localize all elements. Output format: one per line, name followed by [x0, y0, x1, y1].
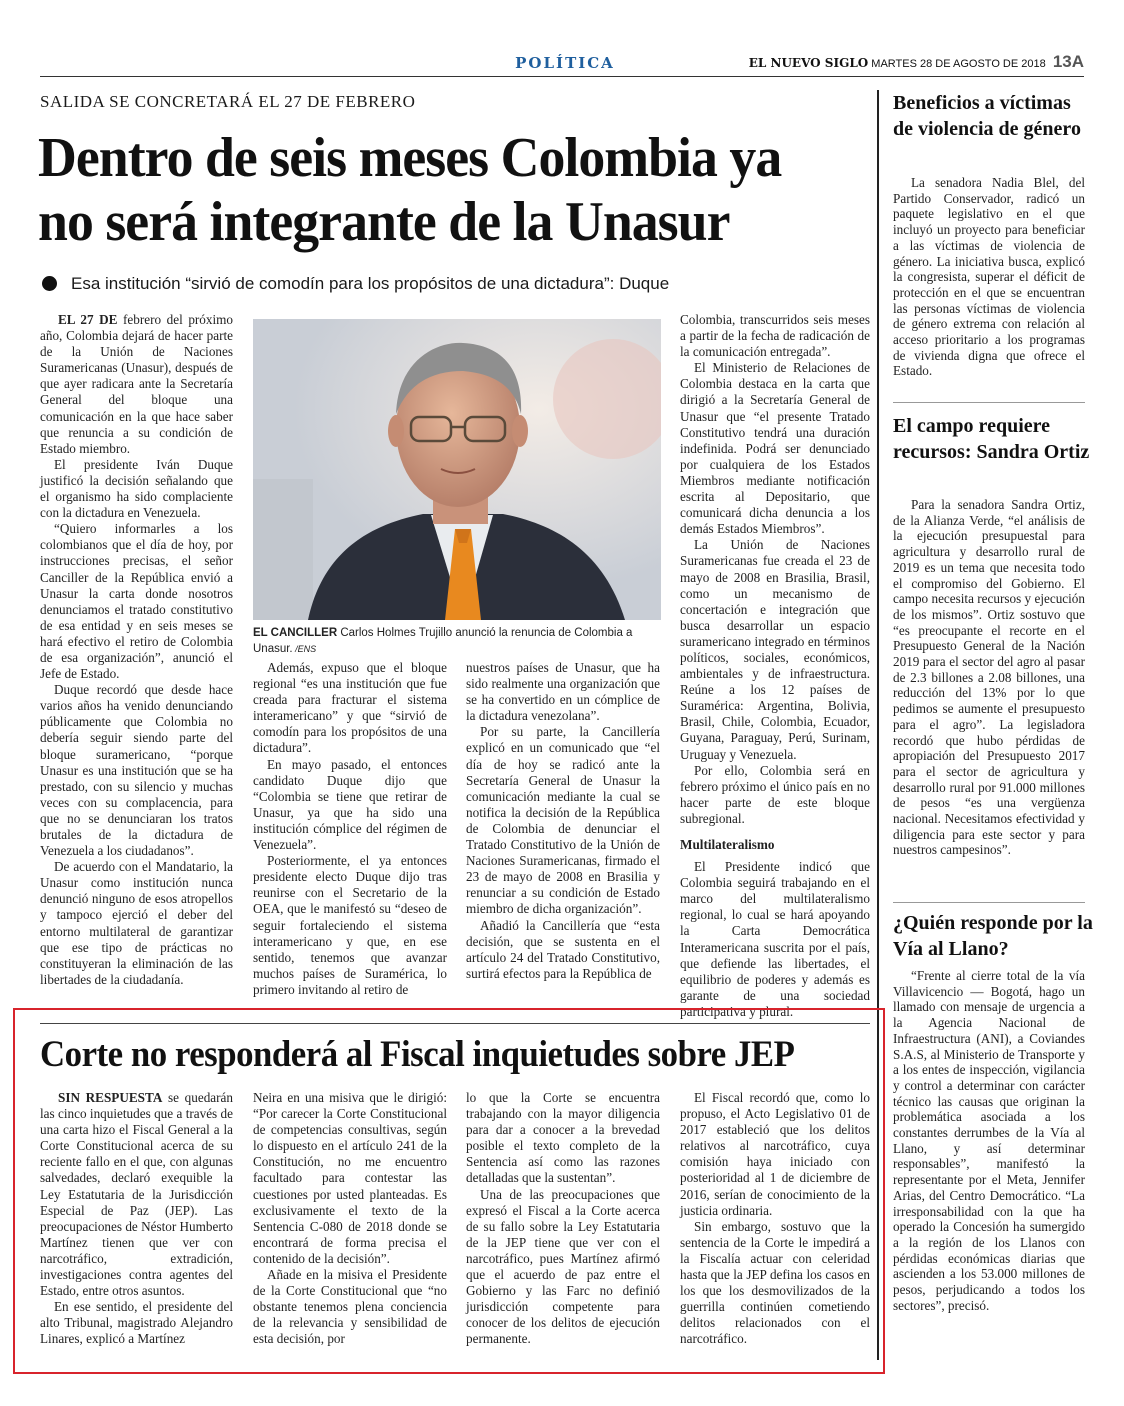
photo-credit: /ENS: [292, 644, 317, 654]
header-rule: [40, 76, 1084, 77]
article-column-3: [466, 660, 660, 982]
article-headline: Dentro de seis meses Colombia ya no será integrante de la Unasur: [38, 127, 782, 253]
article-photo: [253, 319, 661, 620]
paragraph: Además, expuso que el bloque regional “es una institución que fue creada para fracturar el sistema interamericano” y que “sirvió de comodín para los propósitos de una dictadura”.: [253, 660, 447, 756]
paragraph: lo que la Corte se encuentra trabajando con la mayor diligencia para dar a conocer a la brevedad posible el texto completo de la Sentencia así como las razones detalladas que la sustentan”.: [466, 1090, 660, 1186]
section-label: POLÍTICA: [515, 54, 615, 72]
paragraph: El Presidente indicó que Colombia seguirá trabajando en el marco del multilateralismo regional, lo cual se hará apoyando la Carta Democrática Interamericana suscrita por el país, que defiende las libertades, el equilibrio de poderes y además es garante de una sociedad participativa y plural.: [680, 859, 870, 1019]
article-subhead: [42, 274, 862, 294]
paragraph: El presidente Iván Duque justificó la decisión señalando que el organismo ha sido complaciente con la dictadura en Venezuela.: [40, 456, 233, 521]
lead-in: EL 27 DE: [58, 312, 118, 327]
page-number: 13A: [1052, 52, 1084, 71]
paragraph: De acuerdo con el Mandatario, la Unasur como institución nunca denunció ninguno de esos atropellos y tampoco ejerció el deber del entorno multilateral de garantizar que ese tipo de prácticas no constituyeran la eliminación de las libertades de la ciudadanía.: [40, 859, 233, 987]
sidebar-title-3: ¿Quién responde por la Vía al Llano?: [893, 912, 1093, 960]
boxed-column-4: [680, 1090, 870, 1348]
paragraph: En mayo pasado, el entonces candidato Duque dijo que “Colombia se tiene que retirar de Unasur, ya que ha sido una institución cómplice del régimen de Venezuela”.: [253, 756, 447, 853]
boxed-article-headline: Corte no responderá al Fiscal inquietudes sobre JEP: [40, 1034, 795, 1075]
article-column-4: [680, 312, 870, 1020]
subhead-text: Esa institución “sirvió de comodín para los propósitos de una dictadura”: Duque: [71, 274, 670, 293]
paragraph: SIN RESPUESTA se quedarán las cinco inquietudes que a través de una carta hizo el Fiscal General a la Corte Constitucional acerca de su reciente fallo en el que, con algunas salvedades, declaró exequible la Ley Estatutaria de la Jurisdicción Especial de Paz (JEP). Las preocupaciones de Néstor Humberto Martínez tienen que ver con narcotráfico, extradición, investigaciones contra agentes del Estado, entre otros asuntos.: [40, 1090, 233, 1299]
article-column-1: [40, 312, 233, 988]
paragraph: La Unión de Naciones Suramericanas fue creada el 23 de mayo de 2008 en Brasilia, Brasil, como un mecanismo de concertación e integración que busca desarrollar un espacio suramericano integrado en términos políticos, sociales, económicos, ambientales y de infraestructura. Reúne a los 12 países de Suramérica: Argentina, Bolivia, Brasil, Chile, Colombia, Ecuador, Guyana, Paraguay, Perú, Surinam, Uruguay y Venezuela.: [680, 537, 870, 762]
lead-in: SIN RESPUESTA: [58, 1090, 163, 1105]
boxed-column-3: [466, 1090, 660, 1348]
paragraph: nuestros países de Unasur, que ha sido realmente una organización que se ha convertido en un cómplice de la dictadura venezolana”.: [466, 660, 660, 724]
paragraph: Por ello, Colombia será en febrero próximo el único país en no hacer parte de este bloque subregional.: [680, 762, 870, 826]
paragraph: El Fiscal recordó que, como lo propuso, el Acto Legislativo 01 de 2017 estableció que los delitos relativos al narcotráfico, cuya comisión haya iniciado con posterioridad al 1 de diciembre de 2016, serían de conocimiento de la justicia ordinaria.: [680, 1090, 870, 1218]
paragraph: Sin embargo, sostuvo que la sentencia de la Corte le impedirá a la Fiscalía actuar con celeridad hasta que la JEP defina los casos en los que los desmovilizados de la guerrilla continúen cometiendo delitos relacionados con el narcotráfico.: [680, 1218, 870, 1347]
sidebar-text-1: La senadora Nadia Blel, del Partido Conservador, radicó un paquete legislativo en el que incluyó un proyecto para beneficiar a las víctimas de violencia de género. La iniciativa busca, explicó la congresista, superar el déficit de protección en el que se encuentran las personas víctimas de violencia de género extrema con relación al acceso prioritario a los programas de vivienda digna que ofrece el Estado.: [893, 175, 1085, 379]
box-top-rule: [40, 1023, 870, 1024]
page-header-info: [749, 52, 1084, 72]
sidebar-title-2: El campo requiere recursos: Sandra Ortiz: [893, 415, 1090, 463]
paragraph: Neira en una misiva que le dirigió: “Por carecer la Corte Constitucional de competencias consultivas, según lo dispuesto en el artículo 241 de la Constitución, no me encuentro facultado para contestar las cuestiones por usted planteadas. Es exclusivamente el texto de la Sentencia C-080 de 2018 donde se encontrará de forma precisa el contenido de la decisión”.: [253, 1090, 447, 1266]
photo-caption: [253, 625, 663, 657]
sidebar-separator: [893, 902, 1085, 903]
boxed-column-1: [40, 1090, 233, 1348]
article-column-2: [253, 660, 447, 998]
sidebar-text-2: Para la senadora Sandra Ortiz, de la Alianza Verde, “el análisis de la ejecución presupuestal para agricultura y desarrollo rural de 2019 es un tema que necesita todo el compromiso del Gobierno. El campo necesita recursos y ejecución de los mismos”. Ortiz sostuvo que “es preocupante el recorte en el Presupuesto General de la Nación 2019 para el sector del agro al pasar de 2.3 billones a 2.08 billones, una reducción del 13% por lo que pedimos se aumente el presupuesto para el agro”. La legisladora recordó que hubo pérdidas de apropiación del Presupuesto 2017 para el sector de agricultura y desarrollo rural por 91.000 millones de pesos “es una vergüenza nacional. Necesitamos efectividad y diligencia para este sector y para nuestros campesinos”.: [893, 497, 1085, 858]
portrait-image: [253, 319, 661, 620]
caption-text: Carlos Holmes Trujillo anunció la renuncia de Colombia a Unasur.: [253, 627, 633, 655]
sidebar-separator: [893, 402, 1085, 403]
paragraph: “Quiero informarles a los colombianos que el día de hoy, por instrucciones precisas, el señor Canciller de la República envió a Unasur la carta donde nosotros denunciamos el tratado constitutivo de esa entidad y en seis meses se hará efectivo el retiro de Colombia de esa organización”, anunció el Jefe de Estado.: [40, 521, 233, 682]
issue-date: MARTES 28 DE AGOSTO DE 2018: [871, 58, 1046, 70]
paragraph: Colombia, transcurridos seis meses a partir de la fecha de radicación de la comunicación entregada”.: [680, 312, 870, 360]
sidebar-title-1: Beneficios a víctimas de violencia de género: [893, 92, 1081, 140]
paragraph: Añade en la misiva el Presidente de la Corte Constitucional que “no obstante tenemos plena conciencia de la relevancia y sensibilidad de esta decisión, por: [253, 1267, 447, 1347]
bullet-icon: [42, 276, 57, 291]
article-kicker: SALIDA SE CONCRETARÁ EL 27 DE FEBRERO: [40, 92, 416, 111]
paragraph: Posteriormente, el ya entonces presidente electo Duque dijo tras reunirse con el Secretario de la OEA, que le manifestó su “deseo de seguir fortaleciendo el sistema interamericano y que, en ese sentido, tenemos que avanzar muchos países de Suramérica, lo primero invitando al retiro de: [253, 853, 447, 997]
paragraph: En ese sentido, el presidente del alto Tribunal, magistrado Alejandro Linares, explicó a Martínez: [40, 1299, 233, 1347]
paragraph: Por su parte, la Cancillería explicó en un comunicado que “el día de hoy se radicó ante la Secretaría General de Unasur la comunicación mediante la cual se notifica la decisión de la República de Colombia de denunciar el Tratado Constitutivo de la Unión de Naciones Suramericanas, firmado el 23 de mayo de 2008 en Brasilia y renunciar a su condición de Estado miembro de dicha organización”.: [466, 724, 660, 917]
caption-lead: EL CANCILLER: [253, 627, 338, 639]
sidebar-text-3: “Frente al cierre total de la vía Villavicencio — Bogotá, hago un llamado con mensaje de urgencia a la Agencia Nacional de Infraestructura (ANI), a Coviandes S.A.S, al Ministerio de Transporte y a los entes de inspección, vigilancia y control a determinar con carácter técnico las causas que originan la problemática asociada a los constantes derrumbes de la Vía al Llano, y así determinar responsables”, manifestó la representante por el Meta, Jennifer Arias, del Centro Democrático. “La irresponsabilidad con la que ha operado la Concesión ha sumergido a la región de los Llanos con pérdidas económicas diarias que ascienden a los 53.000 millones de pesos, perjudicando a todos los sectores”, precisó.: [893, 968, 1085, 1313]
boxed-column-2: [253, 1090, 447, 1348]
paragraph: EL 27 DE febrero del próximo año, Colombia dejará de hacer parte de la Unión de Naciones Suramericanas (Unasur), después de que ayer radicara ante la Secretaría General del bloque una comunicación en la que hace saber que renuncia a su condición de Estado miembro.: [40, 312, 234, 456]
paragraph: Añadió la Cancillería que “esta decisión, que se sustenta en el artículo 24 del Tratado Constitutivo, surtirá efectos para la República de: [466, 917, 660, 981]
newspaper-name: EL NUEVO SIGLO: [748, 56, 869, 70]
paragraph: Duque recordó que desde hace varios años ha venido denunciando públicamente que Colombia no debería seguir siendo parte del bloque suramericano, “porque Unasur es una institución que se ha prestado, con su silencio y muchas veces con su complacencia, para que no se denunciaran los tratos brutales de la dictadura de Venezuela a los ciudadanos”.: [40, 682, 233, 859]
section-subtitle: Multilateralismo: [680, 837, 775, 852]
paragraph: Una de las preocupaciones que expresó el Fiscal a la Corte acerca de su fallo sobre la Ley Estatutaria de la JEP tiene que ver con el narcotráfico, pues Martínez afirmó que el acuerdo de paz entre el Gobierno y las Farc no definió jurisdicción competente para conocer de los delitos de ejecución permanente.: [466, 1186, 660, 1347]
paragraph: El Ministerio de Relaciones de Colombia destaca en la carta que dirigió a la Secretaría General de Unasur que “el presente Tratado Constitutivo tendrá una duración indefinida. Podrá ser denunciado por cualquiera de los Estados Miembros mediante notificación escrita al Depositario, que comunicará dicha denuncia a los demás Estados Miembros”.: [680, 360, 870, 537]
